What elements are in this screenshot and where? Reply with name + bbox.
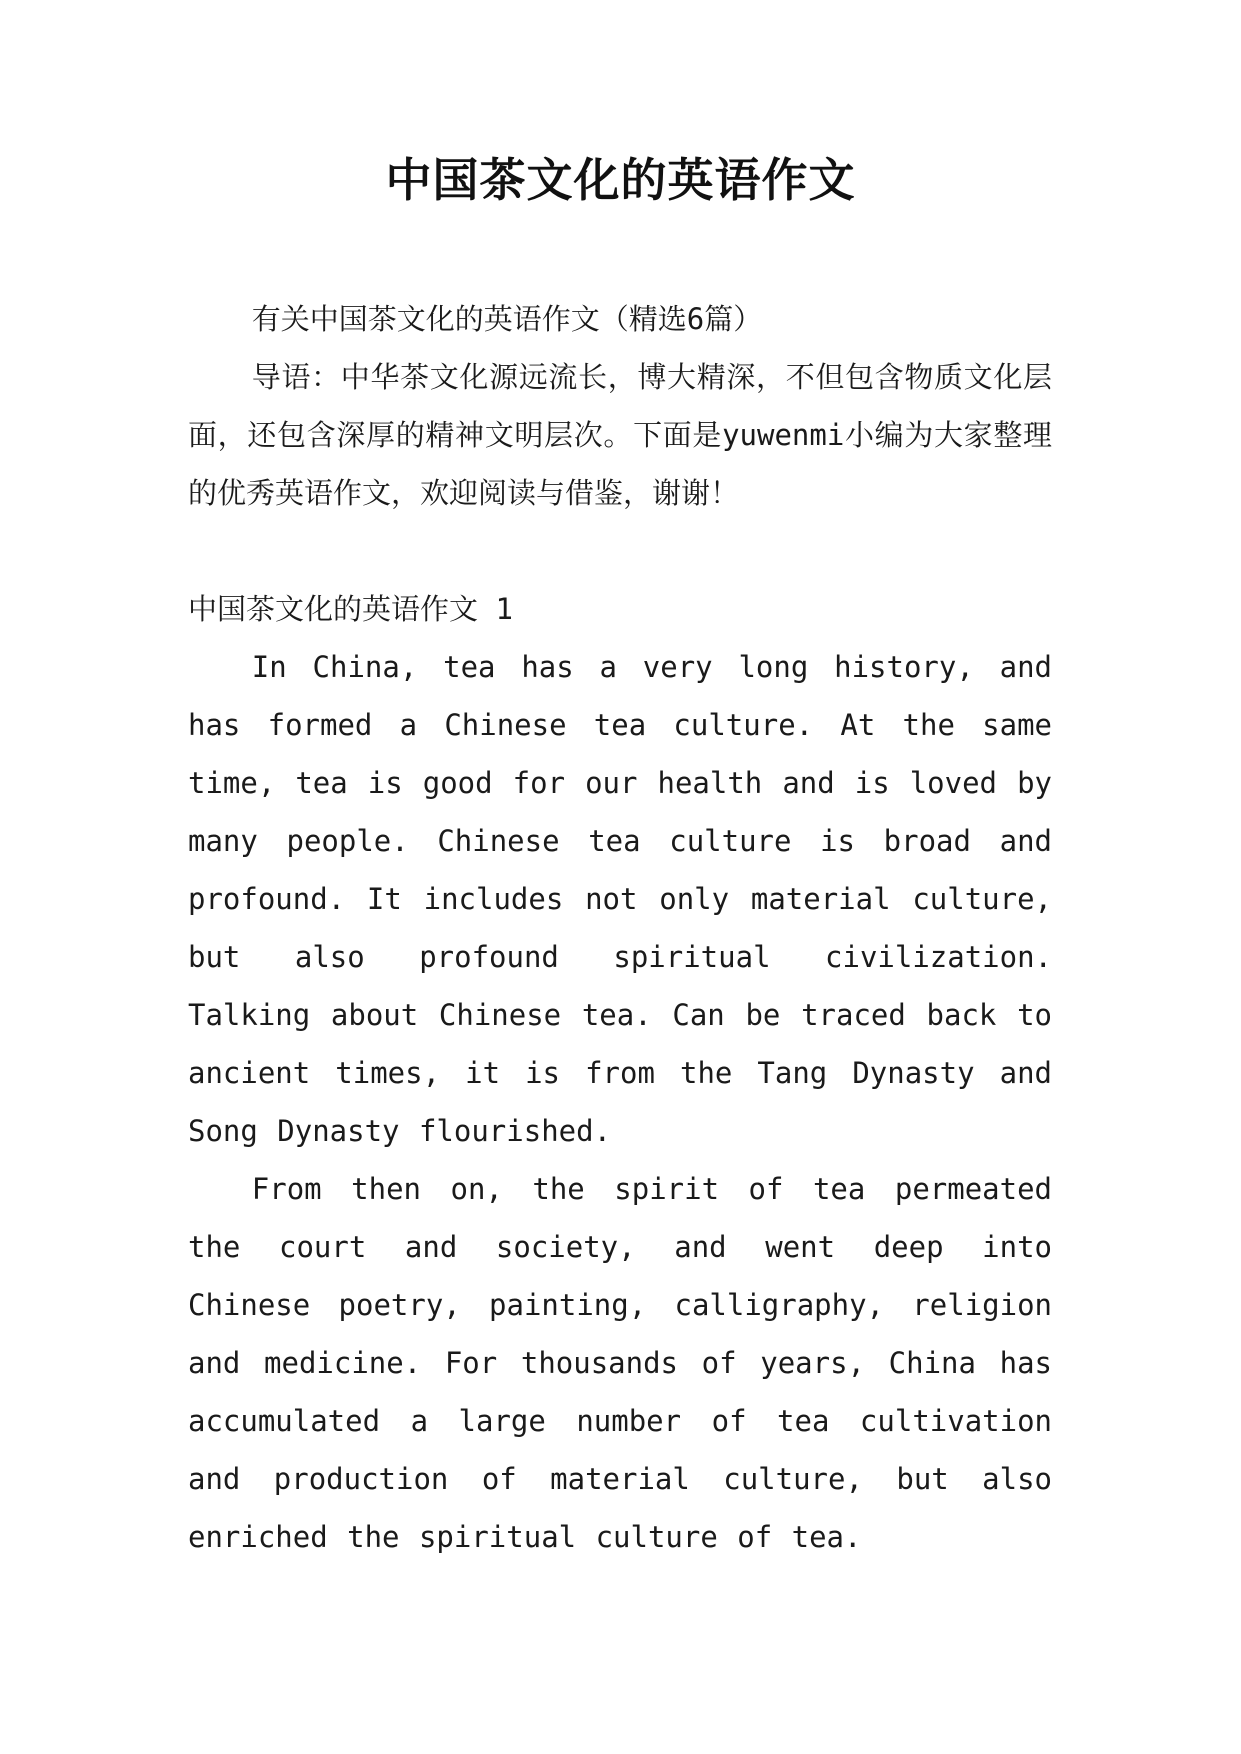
section-spacer [188,522,1052,580]
essay-paragraph-2: From then on, the spirit of tea permeated the court and society, and went deep into Chinese poetry, painting, calligraphy, religion and medicine. For thousands of years, China has accumulated a large number of tea cultivation and production of material culture, but also enriched the spiritual culture of tea. [188,1172,1052,1554]
document-body [188,290,1052,1566]
document-title: 中国茶文化的英语作文 [385,153,856,207]
essay-paragraph-1: In China, tea has a very long history, and has formed a Chinese tea culture. At the same time, tea is good for our health and is loved by many people. Chinese tea culture is broad and profound. It includes not only material culture, but also profound spiritual civilization. Talking about Chinese tea. Can be traced back to ancient times, it is from the Tang Dynasty and Song Dynasty flourished. [188,650,1052,1148]
document-subtitle: 有关中国茶文化的英语作文（精选6篇） [251,302,763,336]
intro-paragraph: 导语：中华茶文化源远流长，博大精深，不但包含物质文化层面，还包含深厚的精神文明层次。下面是yuwenmi小编为大家整理的优秀英语作文，欢迎阅读与借鉴，谢谢！ [188,360,1052,510]
essay-heading: 中国茶文化的英语作文 1 [188,592,513,626]
